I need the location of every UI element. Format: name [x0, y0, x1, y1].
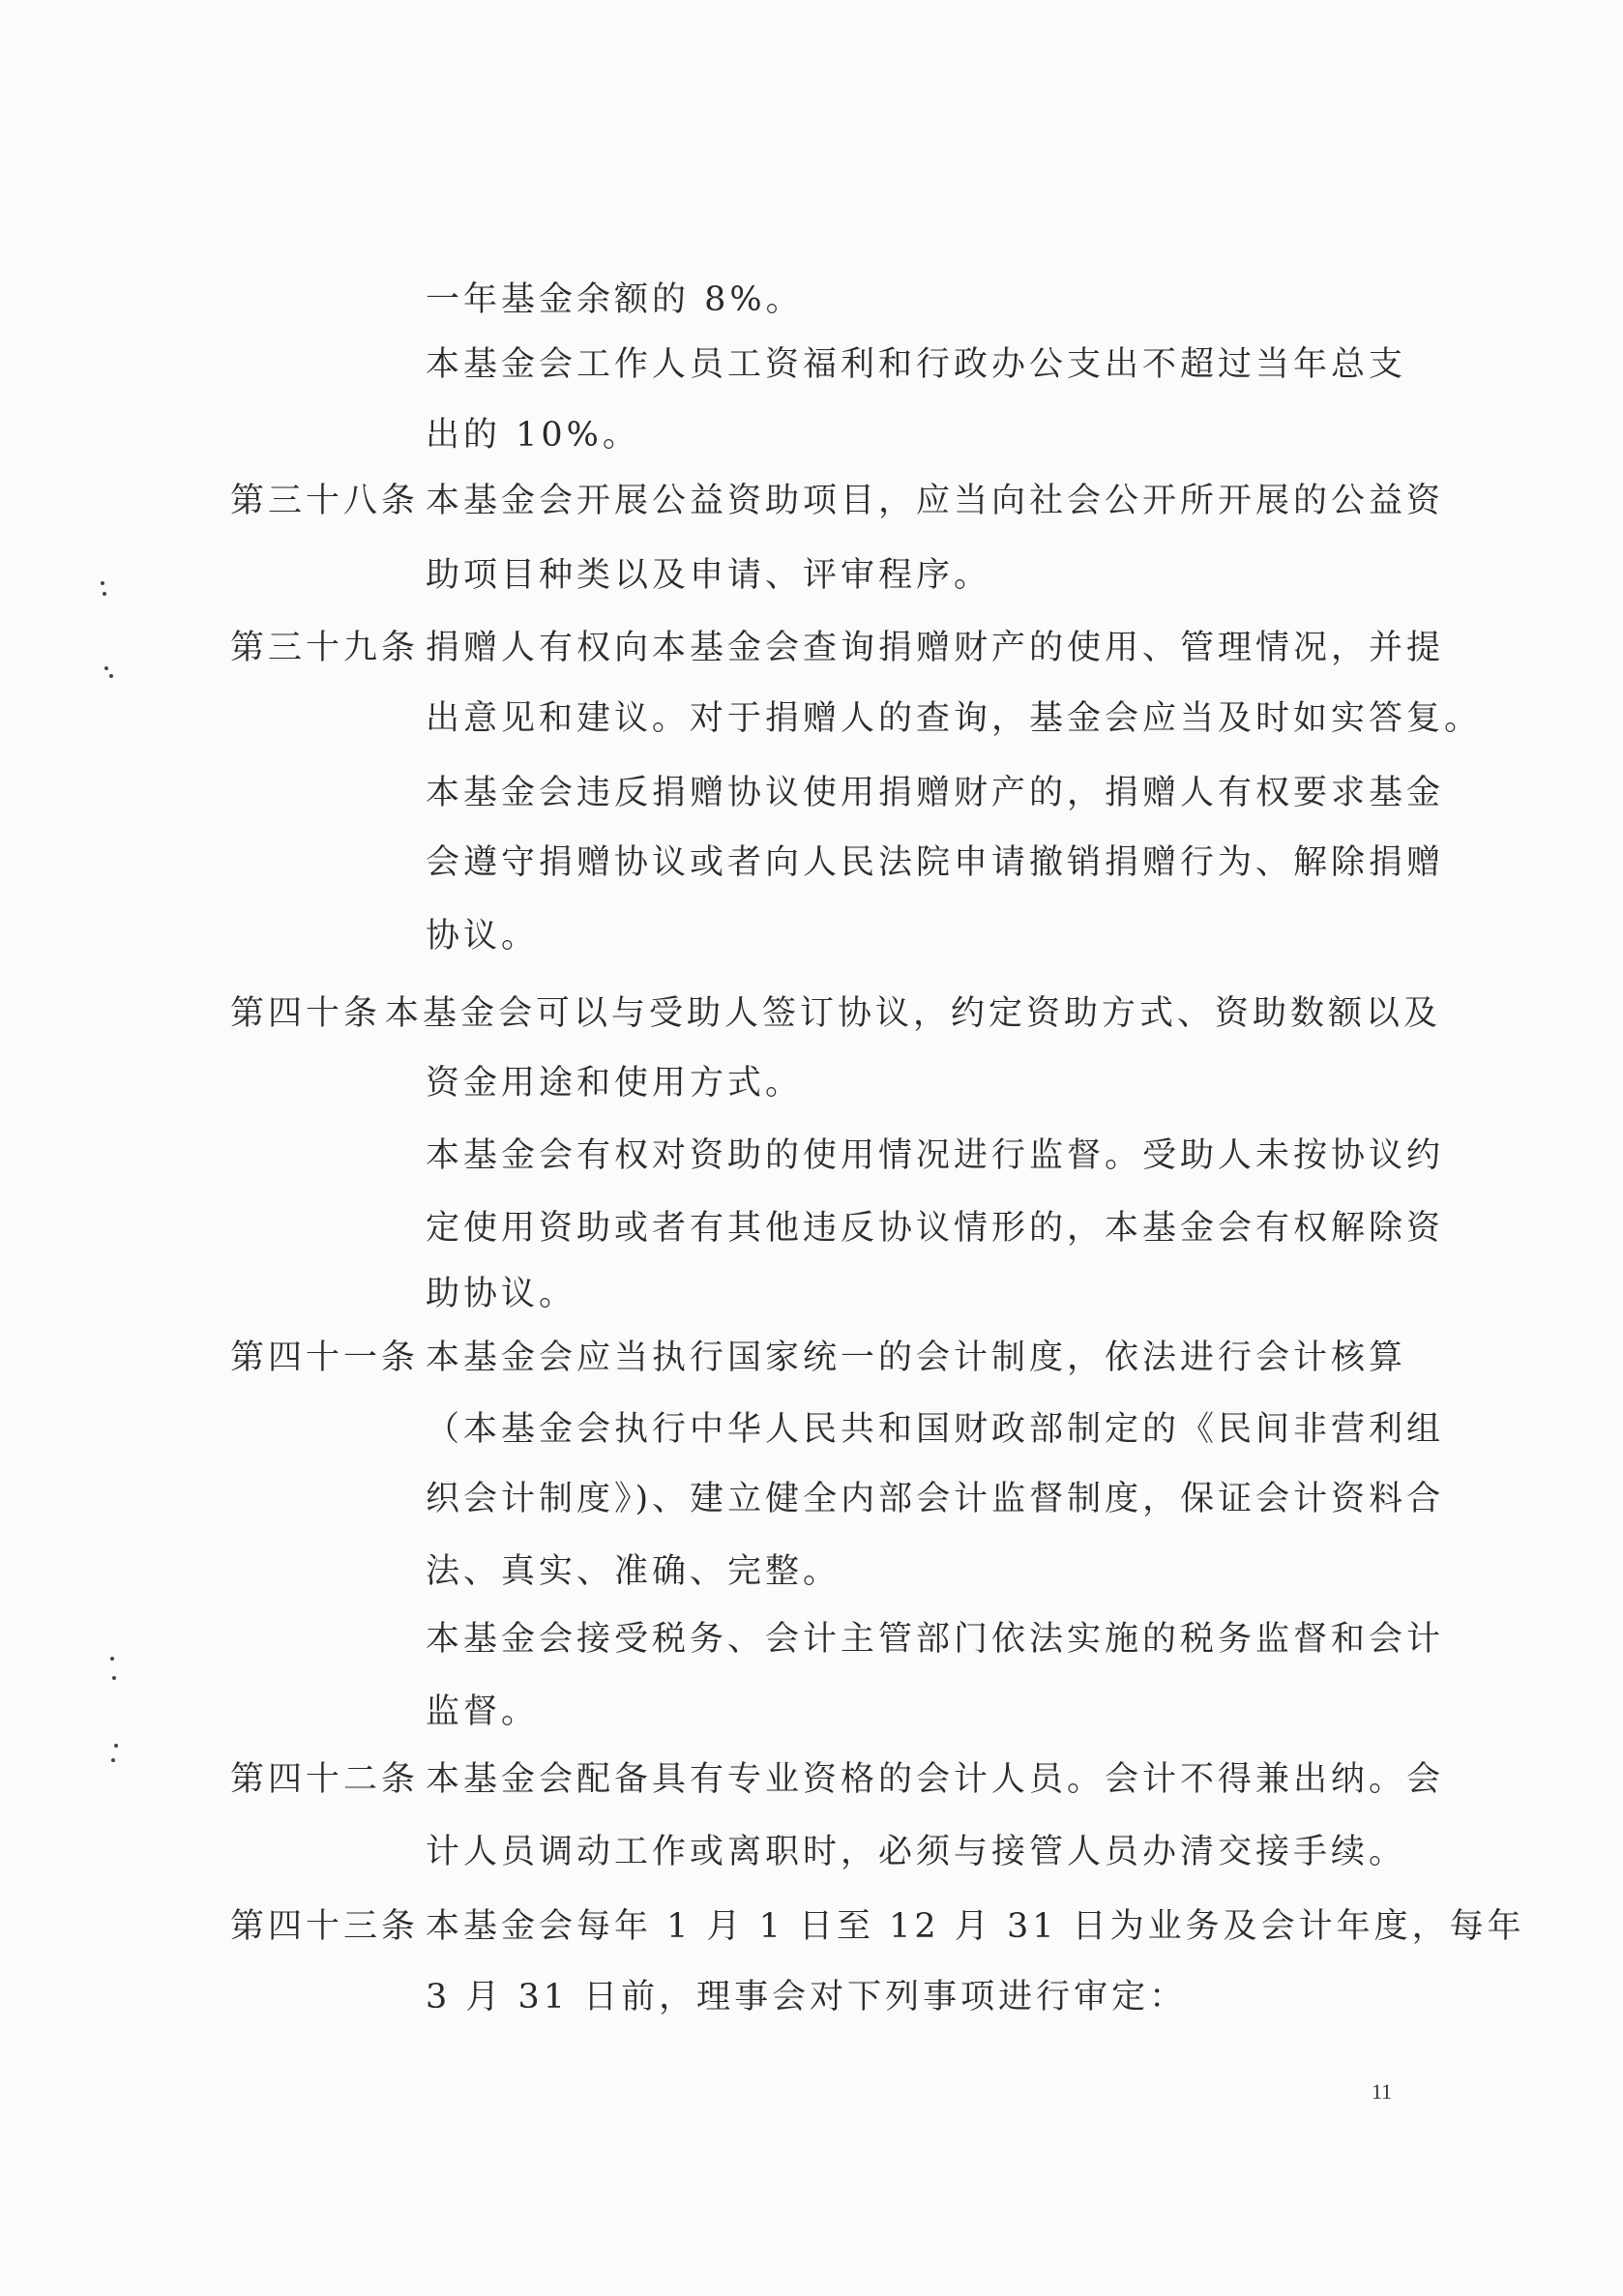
scan-speck: [109, 674, 113, 678]
text-line: 本基金会每年 1 月 1 日至 12 月 31 日为业务及会计年度，每年: [426, 1907, 1525, 1946]
page-number: 11: [1372, 2079, 1393, 2104]
text-line: 本基金会接受税务、会计主管部门依法实施的税务监督和会计: [426, 1620, 1445, 1659]
text-line: 本基金会可以与受助人签订协议，约定资助方式、资助数额以及: [385, 994, 1442, 1033]
scan-speck: [111, 1758, 115, 1762]
text-line: 资金用途和使用方式。: [426, 1064, 804, 1103]
text-line: 法、真实、准确、完整。: [426, 1552, 841, 1591]
text-line: 本基金会工作人员工资福利和行政办公支出不超过当年总支: [426, 345, 1407, 384]
text-line: 出的 10%。: [426, 416, 640, 455]
text-line: 3 月 31 日前，理事会对下列事项进行审定：: [426, 1978, 1188, 2016]
scan-speck: [104, 666, 108, 670]
text-line: 捐赠人有权向本基金会查询捐赠财产的使用、管理情况，并提: [426, 629, 1445, 667]
text-line: 计人员调动工作或离职时，必须与接管人员办清交接手续。: [426, 1833, 1407, 1871]
text-line: 本基金会违反捐赠协议使用捐赠财产的，捐赠人有权要求基金: [426, 774, 1445, 812]
scan-speck: [110, 1657, 114, 1661]
text-line: 本基金会配备具有专业资格的会计人员。会计不得兼出纳。会: [426, 1760, 1445, 1799]
text-line: 助项目种类以及申请、评审程序。: [426, 556, 992, 595]
text-line: 本基金会有权对资助的使用情况进行监督。受助人未按协议约: [426, 1136, 1445, 1175]
text-line: 监督。: [426, 1693, 540, 1731]
text-line: 一年基金余额的 8%。: [426, 280, 804, 319]
text-line: 协议。: [426, 917, 540, 956]
article-39-label: 第三十九条: [230, 629, 420, 667]
article-43-label: 第四十三条: [230, 1907, 420, 1946]
text-line: 本基金会开展公益资助项目，应当向社会公开所开展的公益资: [426, 482, 1445, 520]
text-line: 织会计制度》)、建立健全内部会计监督制度，保证会计资料合: [426, 1480, 1445, 1518]
text-line: 出意见和建议。对于捐赠人的查询，基金会应当及时如实答复。: [426, 699, 1483, 738]
scan-speck: [103, 592, 106, 596]
text-line: 会遵守捐赠协议或者向人民法院申请撤销捐赠行为、解除捐赠: [426, 843, 1445, 882]
article-41-label: 第四十一条: [230, 1339, 420, 1377]
scan-speck: [101, 581, 104, 585]
text-line: 本基金会应当执行国家统一的会计制度，依法进行会计核算: [426, 1339, 1407, 1377]
scan-speck: [114, 1744, 118, 1748]
article-38-label: 第三十八条: [230, 482, 420, 520]
article-40-label: 第四十条: [230, 994, 382, 1033]
scan-speck: [112, 1676, 116, 1680]
article-42-label: 第四十二条: [230, 1760, 420, 1799]
text-line: 助协议。: [426, 1275, 577, 1313]
text-line: （本基金会执行中华人民共和国财政部制定的《民间非营利组: [426, 1410, 1445, 1449]
text-line: 定使用资助或者有其他违反协议情形的，本基金会有权解除资: [426, 1209, 1445, 1248]
